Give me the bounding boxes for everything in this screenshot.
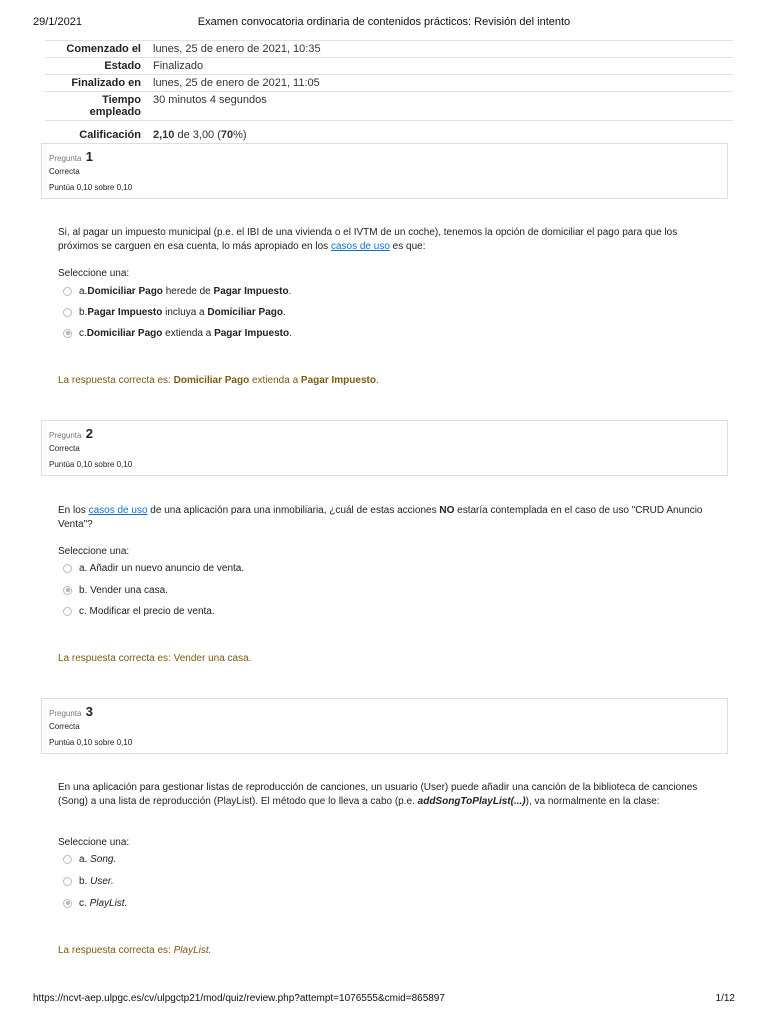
- option-prefix: c.: [79, 327, 87, 339]
- summary-row-finished: [45, 75, 733, 92]
- time-label: [45, 92, 147, 121]
- question-2-option-c[interactable]: [63, 604, 215, 618]
- question-2-prompt: Seleccione una:: [58, 546, 130, 557]
- question-1-number: [49, 149, 93, 164]
- question-3-correct-answer: [58, 945, 211, 956]
- print-url: https://ncvt-aep.ulpgc.es/cv/ulpgctp21/mod/quiz/review.php?attempt=1076555&cmid=865897: [33, 993, 445, 1004]
- answer-term: Domiciliar Pago: [173, 375, 250, 386]
- print-title: Examen convocatoria ordinaria de contenidos prácticos: Revisión del intento: [197, 16, 571, 28]
- print-page-number: 1/12: [715, 993, 735, 1004]
- radio-button[interactable]: [63, 308, 72, 317]
- option-text: b. Vender una casa.: [79, 584, 168, 596]
- radio-button[interactable]: [63, 877, 72, 886]
- time-value: 30 minutos 4 segundos: [147, 92, 733, 121]
- option-prefix: c.: [79, 897, 90, 909]
- question-3-number: [49, 704, 93, 719]
- question-2-grade: Puntúa 0,10 sobre 0,10: [49, 460, 133, 469]
- question-label: Pregunta: [49, 709, 82, 718]
- answer-value: PlayList.: [173, 945, 212, 956]
- grade-end: %): [233, 129, 247, 141]
- question-text-part: estaría contemplada en el caso de uso "CRUD Anuncio Venta"?: [58, 505, 703, 530]
- question-1-option-c[interactable]: [63, 326, 292, 340]
- option-end: .: [288, 285, 292, 297]
- question-text-method: addSongToPlayList(...): [417, 796, 526, 807]
- question-1-info: [41, 143, 728, 199]
- answer-mid: extienda a: [249, 375, 301, 386]
- option-end: .: [282, 306, 286, 318]
- option-prefix: a.: [79, 285, 88, 297]
- attempt-summary-table: [45, 40, 733, 149]
- question-1-option-b[interactable]: [63, 305, 286, 319]
- question-1-prompt: Seleccione una:: [58, 268, 130, 279]
- option-term: Domiciliar Pago: [87, 285, 163, 297]
- use-cases-link[interactable]: casos de uso: [330, 241, 390, 252]
- question-2-state: Correcta: [49, 444, 80, 453]
- question-3-option-a[interactable]: [63, 852, 116, 866]
- question-number: 3: [85, 704, 93, 719]
- question-3-option-c[interactable]: [63, 896, 127, 910]
- option-term: Pagar Impuesto: [213, 285, 289, 297]
- option-mid: extienda a: [162, 327, 215, 339]
- finished-label: Finalizado en: [45, 75, 147, 92]
- use-cases-link[interactable]: casos de uso: [88, 505, 148, 516]
- question-1-text: [58, 226, 718, 254]
- grade-label: Calificación: [45, 121, 147, 150]
- question-text-part: ), va normalmente en la clase:: [525, 796, 660, 807]
- option-mid: herede de: [162, 285, 214, 297]
- option-prefix: b.: [79, 875, 91, 887]
- question-3-state: Correcta: [49, 722, 80, 731]
- option-term: Domiciliar Pago: [207, 306, 283, 318]
- started-value: lunes, 25 de enero de 2021, 10:35: [147, 41, 733, 58]
- question-2-number: [49, 426, 93, 441]
- question-label: Pregunta: [49, 154, 82, 163]
- option-text: a. Añadir un nuevo anuncio de venta.: [79, 562, 245, 574]
- started-label: Comenzado el: [45, 41, 147, 58]
- option-prefix: b.: [79, 306, 88, 318]
- summary-row-state: [45, 58, 733, 75]
- radio-button-selected[interactable]: [63, 586, 72, 595]
- question-3-info: [41, 698, 728, 754]
- question-1-state: Correcta: [49, 167, 80, 176]
- question-number: 2: [85, 426, 93, 441]
- question-text-part: En los: [58, 505, 89, 516]
- finished-value: lunes, 25 de enero de 2021, 11:05: [147, 75, 733, 92]
- state-label: Estado: [45, 58, 147, 75]
- question-3-prompt: Seleccione una:: [58, 837, 130, 848]
- radio-button-selected[interactable]: [63, 899, 72, 908]
- time-label-line2: empleado: [89, 106, 141, 118]
- question-1-grade: Puntúa 0,10 sobre 0,10: [49, 183, 133, 192]
- option-text: c. Modificar el precio de venta.: [79, 605, 215, 617]
- question-3-option-b[interactable]: [63, 874, 114, 888]
- question-3-text: [58, 781, 718, 809]
- option-end: .: [289, 327, 292, 339]
- option-value: PlayList.: [89, 897, 128, 909]
- question-3-grade: Puntúa 0,10 sobre 0,10: [49, 738, 133, 747]
- print-date: 29/1/2021: [33, 16, 82, 28]
- question-1-correct-answer: [58, 375, 379, 386]
- question-2-info: [41, 420, 728, 476]
- option-term: Domiciliar Pago: [86, 327, 163, 339]
- option-mid: incluya a: [162, 306, 208, 318]
- question-text-part: es que:: [389, 241, 426, 252]
- print-footer: [0, 993, 768, 1009]
- radio-button[interactable]: [63, 287, 72, 296]
- state-value: Finalizado: [147, 58, 733, 75]
- answer-end: .: [375, 375, 379, 386]
- question-2-option-b[interactable]: [63, 583, 168, 597]
- question-2-text: [58, 504, 718, 532]
- radio-button[interactable]: [63, 607, 72, 616]
- option-prefix: a.: [79, 853, 91, 865]
- radio-button[interactable]: [63, 855, 72, 864]
- option-value: Song.: [90, 853, 117, 865]
- radio-button[interactable]: [63, 564, 72, 573]
- answer-prefix: La respuesta correcta es:: [58, 375, 174, 386]
- question-1-option-a[interactable]: [63, 284, 291, 298]
- grade-mid: de 3,00 (: [174, 129, 221, 141]
- radio-button-selected[interactable]: [63, 329, 72, 338]
- time-label-line1: Tiempo: [102, 94, 141, 106]
- question-2-correct-answer: La respuesta correcta es: Vender una casa.: [58, 653, 252, 664]
- option-term: Pagar Impuesto: [87, 306, 163, 318]
- summary-row-started: [45, 41, 733, 58]
- option-value: User.: [90, 875, 114, 887]
- option-term: Pagar Impuesto: [214, 327, 290, 339]
- grade-score: 2,10: [153, 129, 175, 141]
- question-text-emphasis: NO: [439, 505, 455, 516]
- question-text-part: Si, al pagar un impuesto municipal (p.e. el IBI de una vivienda o el IVTM de un coche), tenemos la opción de domiciliar el pago para que los próximos se carguen en esa cuenta, lo más apropiado en los: [58, 227, 678, 252]
- question-2-option-a[interactable]: [63, 561, 244, 575]
- question-number: 1: [85, 149, 93, 164]
- print-header: [0, 16, 768, 32]
- question-label: Pregunta: [49, 431, 82, 440]
- grade-percent: 70: [220, 129, 234, 141]
- answer-term: Pagar Impuesto: [300, 375, 376, 386]
- answer-prefix: La respuesta correcta es:: [58, 945, 174, 956]
- summary-row-time: [45, 92, 733, 121]
- question-text-part: En una aplicación para gestionar listas de reproducción de canciones, un usuario (User) puede añadir una canción de la biblioteca de canciones (Song) a una lista de reproducción (PlayList). El método que lo lleva a cabo (p.e.: [58, 782, 698, 807]
- question-text-part: de una aplicación para una inmobiliaria, ¿cuál de estas acciones: [147, 505, 440, 516]
